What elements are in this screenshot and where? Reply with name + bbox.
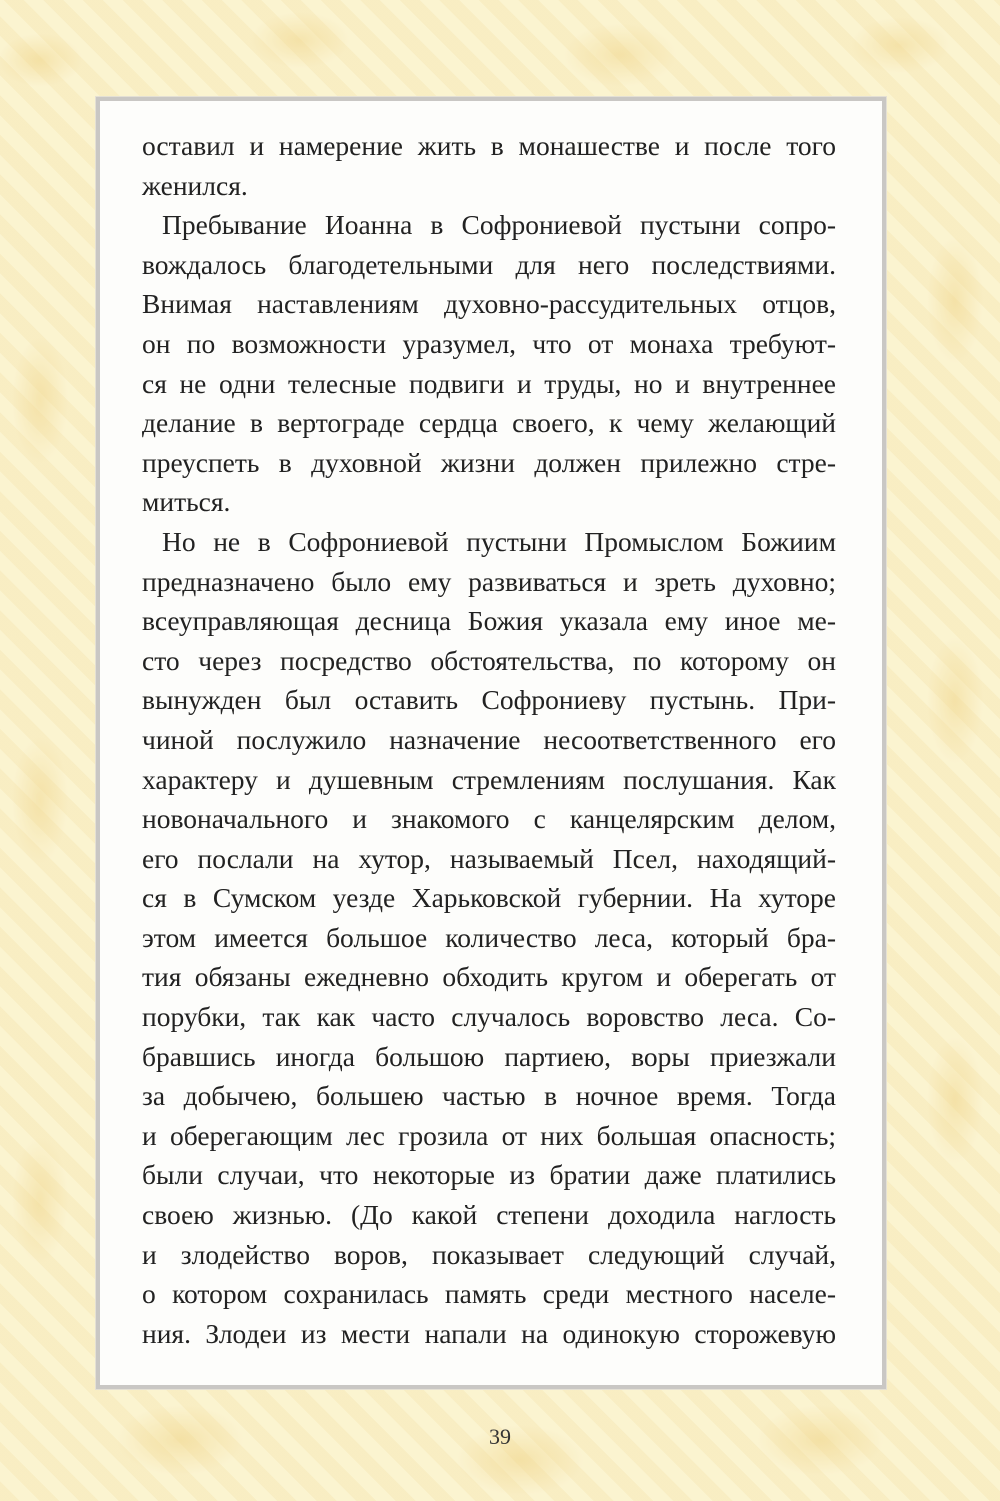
text-line: всеуправляющая десница Божия указала ему иное ме- — [142, 605, 836, 637]
page-number: 39 — [489, 1424, 511, 1449]
text-line: о котором сохранилась память среди местного населе- — [142, 1278, 836, 1310]
text-line: Внимая наставлениям духовно-рассудительных отцов, — [142, 288, 836, 320]
text-line: делание в вертограде сердца своего, к чему желающий — [142, 407, 836, 439]
text-line: преуспеть в духовной жизни должен прилежно стре- — [142, 446, 836, 478]
text-line: своею жизнью. (До какой степени доходила наглость — [142, 1199, 836, 1231]
text-line: новоначального и знакомого с канцелярским делом, — [142, 803, 836, 835]
text-line: предназначено было ему развиваться и зреть духовно; — [142, 565, 836, 597]
text-line: оставил и намерение жить в монашестве и после того — [142, 130, 836, 161]
text-line: вынужден был оставить Софрониеву пустынь. При- — [142, 684, 836, 716]
text-line: женился. — [142, 169, 248, 201]
text-line: Но не в Софрониевой пустыни Промыслом Божиим — [162, 525, 836, 557]
text-line: были случаи, что некоторые из братии даже платились — [142, 1159, 836, 1191]
text-line: характеру и душевным стремлениям послушания. Как — [142, 763, 836, 795]
text-line: вождалось благодетельными для него последствиями. — [142, 248, 836, 280]
text-line: чиной послужило назначение несоответственного его — [142, 723, 836, 755]
text-line: он по возможности уразумел, что от монаха требуют- — [142, 327, 836, 359]
text-line: ния. Злодеи из мести напали на одинокую сторожевую — [142, 1317, 836, 1349]
text-line: сто через посредство обстоятельства, по которому он — [142, 644, 836, 676]
text-line: этом имеется большое количество леса, который бра- — [142, 921, 836, 953]
text-line: тия обязаны ежедневно обходить кругом и оберегать от — [142, 961, 836, 993]
text-line: и злодейство воров, показывает следующий случай, — [142, 1238, 836, 1270]
text-line: порубки, так как часто случалось воровство леса. Со- — [142, 1001, 836, 1033]
body-text — [142, 126, 836, 1353]
text-line: бравшись иногда большою партиею, воры приезжали — [142, 1040, 836, 1072]
text-line: и оберегающим лес грозила от них большая опасность; — [142, 1119, 836, 1151]
text-line: ся не одни телесные подвиги и труды, но и внутреннее — [142, 367, 836, 399]
text-line: его послали на хутор, называемый Псел, находящий- — [142, 842, 836, 874]
text-line: ся в Сумском уезде Харьковской губернии. На хуторе — [142, 882, 836, 914]
text-line: за добычею, большею частью в ночное время. Тогда — [142, 1080, 836, 1112]
text-line: миться. — [142, 486, 231, 518]
text-line: Пребывание Иоанна в Софрониевой пустыни сопро- — [162, 209, 836, 241]
